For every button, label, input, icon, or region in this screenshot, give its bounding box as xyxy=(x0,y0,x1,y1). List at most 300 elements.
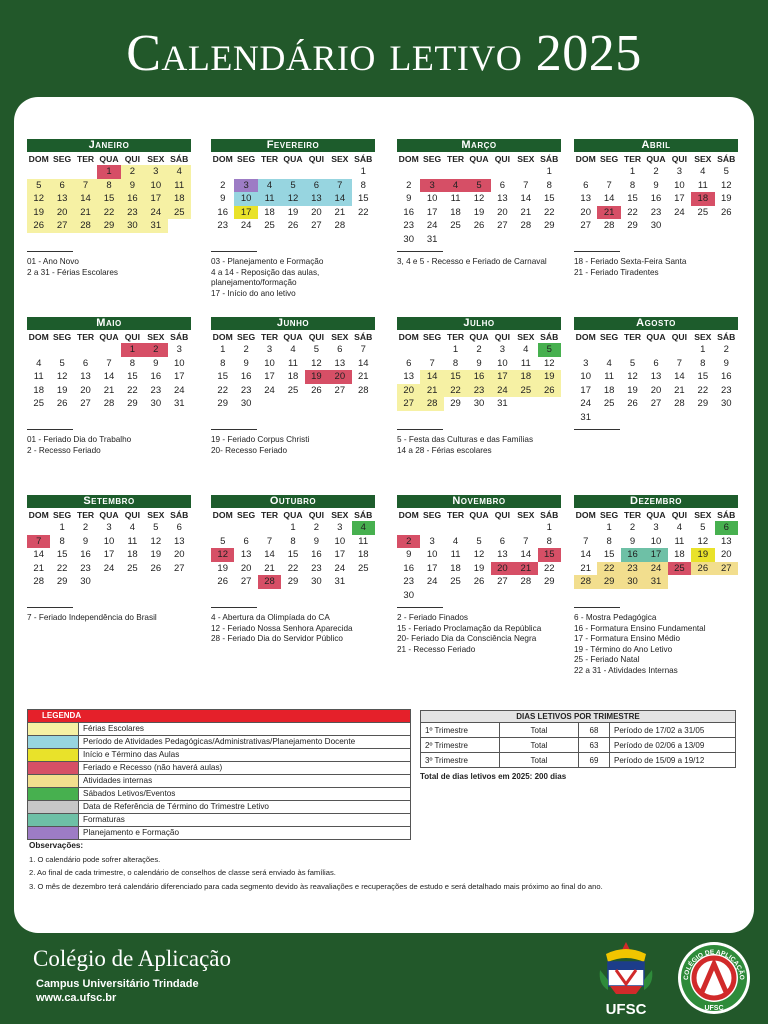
day-cell: 26 xyxy=(473,576,485,587)
day-cell: 12 xyxy=(473,549,485,560)
note-item: 21 - Recesso Feriado xyxy=(397,644,476,654)
day-cell: 31 xyxy=(173,398,185,409)
month-setembro xyxy=(27,495,191,589)
day-cell: 12 xyxy=(281,192,304,206)
day-cell: 3 xyxy=(176,344,182,355)
day-cell: 9 xyxy=(243,357,249,369)
weekday-label: QUI xyxy=(124,510,141,520)
observation-item: 1. O calendário pode sofrer alterações. xyxy=(29,854,161,864)
day-cell: 23 xyxy=(217,220,228,231)
note-item: 17 - Formatura Ensino Médio xyxy=(574,634,681,644)
day-cell: 12 xyxy=(627,371,638,382)
day-cell: 4 xyxy=(36,357,42,369)
day-cell: 30 xyxy=(80,576,91,587)
empty-cell xyxy=(514,165,537,179)
day-cell: 26 xyxy=(627,398,638,409)
day-cell: 14 xyxy=(580,549,591,560)
total-value-cell: 69 xyxy=(579,753,610,768)
day-cell: 16 xyxy=(80,549,91,560)
day-cell: 30 xyxy=(240,398,252,409)
day-cell: 2 xyxy=(243,344,249,355)
day-cell: 10 xyxy=(173,357,185,369)
day-cell: 14 xyxy=(357,357,369,369)
day-cell: 20 xyxy=(650,384,662,396)
period-cell: Período de 15/09 a 19/12 xyxy=(610,753,736,768)
day-cell: 1 xyxy=(121,343,144,357)
day-cell: 4 xyxy=(606,357,612,369)
day-cell: 8 xyxy=(360,179,366,191)
day-cell: 6 xyxy=(583,179,589,191)
day-cell: 20 xyxy=(328,370,351,384)
day-cell: 29 xyxy=(287,576,299,587)
observation-item: 2. Ao final de cada trimestre, o calendário de conselhos de classe será enviado às famílias. xyxy=(29,868,336,877)
day-cell: 3 xyxy=(144,165,167,179)
day-cell: 27 xyxy=(715,562,738,576)
legend-row xyxy=(28,813,410,826)
trimester-cell: 1º Trimestre xyxy=(421,723,500,738)
day-cell: 15 xyxy=(538,548,561,562)
weekday-row xyxy=(397,331,561,343)
day-cell: 11 xyxy=(450,549,461,560)
empty-cell xyxy=(50,165,73,179)
day-cell: 29 xyxy=(597,575,620,589)
day-cell: 15 xyxy=(627,193,638,204)
month-header: Julho xyxy=(397,317,561,330)
legend-row xyxy=(28,761,410,774)
weekday-label: SEG xyxy=(237,332,256,342)
note-item: 21 - Feriado Tiradentes xyxy=(574,267,659,277)
day-cell: 5 xyxy=(281,179,304,193)
day-cell: 1 xyxy=(59,522,65,533)
weekday-label: DOM xyxy=(212,154,233,164)
day-cell: 24 xyxy=(334,562,346,574)
day-cell: 28 xyxy=(574,575,597,589)
day-cell: 22 xyxy=(597,562,620,576)
day-cell: 11 xyxy=(33,371,44,382)
day-cell: 27 xyxy=(397,397,420,411)
day-cell: 29 xyxy=(543,576,555,587)
day-cell: 23 xyxy=(240,384,252,396)
day-cell: 3 xyxy=(106,522,112,533)
day-cell: 7 xyxy=(266,535,273,547)
weekday-label: SÁB xyxy=(170,154,189,164)
day-cell: 21 xyxy=(357,371,369,382)
day-cell: 13 xyxy=(80,371,91,382)
day-cell: 15 xyxy=(444,370,467,384)
day-cell: 18 xyxy=(357,549,369,560)
weekday-label: QUA xyxy=(646,154,666,164)
day-cell: 28 xyxy=(258,575,281,589)
day-cell: 10 xyxy=(580,371,591,382)
day-cell: 9 xyxy=(476,357,482,369)
day-cell: 3 xyxy=(583,357,589,369)
weekday-label: QUI xyxy=(124,154,141,164)
empty-cell xyxy=(27,165,50,179)
day-grid xyxy=(27,165,191,233)
day-cell: 22 xyxy=(543,206,555,218)
weekday-label: QUI xyxy=(671,332,688,342)
note-item: 12 - Feriado Nossa Senhora Aparecida xyxy=(211,623,353,633)
trimester-cell: 3º Trimestre xyxy=(421,753,500,768)
day-cell: 20 xyxy=(311,206,322,218)
month-maio xyxy=(27,317,191,411)
month-header: Junho xyxy=(211,317,375,330)
day-cell: 4 xyxy=(258,179,281,193)
ca-logo xyxy=(676,940,752,1016)
day-cell: 19 xyxy=(691,548,714,562)
ufsc-logo-text: UFSC xyxy=(605,1001,647,1018)
weekday-label: QUI xyxy=(671,510,688,520)
weekday-label: QUA xyxy=(646,332,666,342)
weekday-label: SEG xyxy=(423,510,442,520)
day-cell: 18 xyxy=(33,384,44,396)
day-cell: 15 xyxy=(97,192,120,206)
ca-logo-bottom-text: UFSC xyxy=(704,1005,724,1012)
note-item: 25 - Feriado Natal xyxy=(574,655,640,665)
day-cell: 21 xyxy=(33,562,44,574)
day-cell: 16 xyxy=(403,562,414,574)
day-cell: 6 xyxy=(499,179,506,191)
day-cell: 27 xyxy=(173,562,185,574)
day-cell: 11 xyxy=(604,371,615,382)
day-cell: 1 xyxy=(452,344,459,355)
note-item: 15 - Feriado Proclamação da República xyxy=(397,623,542,633)
weekday-label: TER xyxy=(623,154,642,164)
weekday-row xyxy=(27,331,191,343)
school-url[interactable]: www.ca.ufsc.br xyxy=(36,992,117,1004)
weekday-label: DOM xyxy=(398,510,419,520)
weekday-label: SEG xyxy=(423,154,442,164)
day-cell: 9 xyxy=(82,535,89,547)
weekday-label: QUI xyxy=(308,510,325,520)
legend-label: Data de Referência de Término do Trimestre Letivo xyxy=(83,802,269,811)
month-header: Fevereiro xyxy=(211,139,375,152)
day-cell: 11 xyxy=(288,357,298,369)
total-label-cell: Total xyxy=(500,753,579,768)
day-cell: 19 xyxy=(217,562,228,574)
weekday-label: SEG xyxy=(600,154,619,164)
day-cell: 11 xyxy=(450,193,461,204)
day-cell: 17 xyxy=(644,548,667,562)
month-notes xyxy=(27,613,197,624)
weekday-row xyxy=(211,153,375,165)
day-cell: 27 xyxy=(334,384,346,396)
day-cell: 15 xyxy=(603,549,615,560)
weekday-label: SÁB xyxy=(540,332,559,342)
weekday-label: TER xyxy=(76,332,95,342)
day-cell: 30 xyxy=(150,398,162,409)
day-cell: 31 xyxy=(580,411,591,423)
day-cell: 1 xyxy=(290,522,296,533)
day-cell: 16 xyxy=(403,206,414,218)
weekday-label: SEG xyxy=(237,510,256,520)
day-cell: 21 xyxy=(334,206,346,218)
legend-swatch xyxy=(28,723,79,735)
day-cell: 10 xyxy=(426,193,438,204)
day-cell: 7 xyxy=(74,179,97,193)
ca-logo-ring-text: COLÉGIO DE APLICAÇÃO xyxy=(682,948,746,981)
day-cell: 8 xyxy=(220,357,226,369)
day-cell: 1 xyxy=(546,166,552,177)
weekday-label: TER xyxy=(446,332,465,342)
day-cell: 7 xyxy=(360,344,366,355)
day-cell: 28 xyxy=(33,576,44,587)
day-cell: 6 xyxy=(243,535,249,547)
day-cell: 16 xyxy=(650,193,662,204)
weekday-label: SÁB xyxy=(354,332,373,342)
day-cell: 14 xyxy=(520,193,532,204)
weekday-label: QUA xyxy=(469,510,489,520)
day-cell: 25 xyxy=(514,384,537,398)
day-cell: 13 xyxy=(580,193,591,204)
day-grid xyxy=(27,343,191,411)
month-notes xyxy=(27,435,197,456)
day-cell: 26 xyxy=(473,220,485,231)
note-item: 14 a 28 - Férias escolares xyxy=(397,445,492,455)
notes-separator xyxy=(397,251,443,252)
day-cell: 25 xyxy=(603,398,615,409)
day-cell: 6 xyxy=(82,357,89,369)
day-cell: 22 xyxy=(56,562,68,574)
day-cell: 23 xyxy=(403,576,414,587)
day-cell: 15 xyxy=(127,371,138,382)
day-cell: 19 xyxy=(287,206,299,218)
month-notes xyxy=(397,613,567,655)
weekday-label: QUA xyxy=(469,332,489,342)
day-cell: 18 xyxy=(168,192,191,206)
day-cell: 16 xyxy=(311,549,322,560)
day-cell: 25 xyxy=(668,562,691,576)
day-cell: 8 xyxy=(546,535,552,547)
note-item: 19 - Término do Ano Letivo xyxy=(574,644,673,654)
weekday-label: QUA xyxy=(469,154,489,164)
day-cell: 5 xyxy=(153,522,159,533)
day-cell: 27 xyxy=(650,398,662,409)
legend-swatch xyxy=(28,801,79,813)
day-cell: 28 xyxy=(420,397,443,411)
day-cell: 27 xyxy=(497,220,508,231)
total-label-cell: Total xyxy=(500,738,579,753)
day-cell: 26 xyxy=(287,220,299,231)
notes-separator xyxy=(27,429,73,430)
legend-swatch xyxy=(28,814,79,826)
day-cell: 24 xyxy=(173,384,185,396)
day-cell: 17 xyxy=(234,206,257,220)
day-cell: 17 xyxy=(491,370,514,384)
weekday-label: DOM xyxy=(212,510,233,520)
weekday-row xyxy=(211,331,375,343)
day-cell: 21 xyxy=(580,562,591,574)
day-cell: 28 xyxy=(74,219,97,233)
legend-swatch xyxy=(28,762,79,774)
day-cell: 24 xyxy=(580,398,591,409)
day-cell: 9 xyxy=(121,179,144,193)
weekday-label: TER xyxy=(623,510,642,520)
day-cell: 6 xyxy=(653,357,659,369)
note-item: 18 - Feriado Sexta-Feira Santa xyxy=(574,257,687,266)
empty-cell xyxy=(644,343,667,357)
day-cell: 13 xyxy=(305,192,328,206)
day-cell: 5 xyxy=(476,535,482,547)
day-cell: 7 xyxy=(606,179,612,191)
ufsc-logo xyxy=(596,940,656,1018)
day-cell: 2 xyxy=(629,522,636,533)
day-cell: 20 xyxy=(80,384,91,396)
weekday-label: SÁB xyxy=(170,510,189,520)
weekday-row xyxy=(27,509,191,521)
empty-cell xyxy=(420,165,443,179)
notes-separator xyxy=(211,429,257,430)
weekday-label: SÁB xyxy=(717,154,736,164)
day-cell: 6 xyxy=(715,521,738,535)
day-cell: 7 xyxy=(523,179,529,191)
day-cell: 21 xyxy=(103,384,115,396)
day-cell: 17 xyxy=(144,192,167,206)
day-cell: 8 xyxy=(606,535,612,547)
notes-separator xyxy=(574,607,620,608)
empty-cell xyxy=(234,165,257,179)
day-cell: 5 xyxy=(220,535,226,547)
day-cell: 14 xyxy=(420,370,443,384)
weekday-label: QUA xyxy=(283,154,303,164)
table-row xyxy=(421,738,736,753)
empty-cell xyxy=(305,165,328,179)
day-cell: 7 xyxy=(328,179,351,193)
weekday-label: SEG xyxy=(53,154,72,164)
day-cell: 1 xyxy=(220,344,226,355)
day-cell: 10 xyxy=(334,535,346,547)
empty-cell xyxy=(420,521,443,535)
weekday-label: SEX xyxy=(694,510,712,520)
day-cell: 8 xyxy=(629,179,636,191)
day-cell: 16 xyxy=(217,206,228,218)
day-cell: 10 xyxy=(674,179,685,191)
day-cell: 7 xyxy=(27,535,50,549)
day-cell: 17 xyxy=(580,384,591,396)
notes-separator xyxy=(574,429,620,430)
weekday-label: TER xyxy=(260,154,279,164)
day-cell: 17 xyxy=(674,193,685,204)
notes-separator xyxy=(211,251,257,252)
day-cell: 23 xyxy=(121,206,144,220)
day-cell: 25 xyxy=(168,206,191,220)
empty-cell xyxy=(597,165,620,179)
note-item: 5 - Festa das Culturas e das Famílias xyxy=(397,435,534,444)
day-cell: 3 xyxy=(429,535,435,547)
month-header: Novembro xyxy=(397,495,561,508)
day-cell: 18 xyxy=(127,549,138,560)
empty-cell xyxy=(27,343,50,357)
empty-cell xyxy=(74,343,97,357)
day-cell: 30 xyxy=(121,219,144,233)
note-item: 01 - Feriado Dia do Trabalho xyxy=(27,435,132,444)
weekday-row xyxy=(211,509,375,521)
day-cell: 30 xyxy=(720,398,732,409)
legend-swatch xyxy=(28,775,79,787)
day-cell: 14 xyxy=(33,549,44,560)
empty-cell xyxy=(74,165,97,179)
note-item: 3, 4 e 5 - Recesso e Feriado de Carnaval xyxy=(397,257,547,266)
total-value-cell: 68 xyxy=(579,723,610,738)
day-cell: 16 xyxy=(621,548,644,562)
day-cell: 5 xyxy=(313,344,320,355)
weekday-label: TER xyxy=(76,154,95,164)
month-março xyxy=(397,139,561,246)
day-cell: 20 xyxy=(580,206,591,218)
day-cell: 1 xyxy=(97,165,120,179)
day-cell: 27 xyxy=(311,220,322,231)
day-cell: 10 xyxy=(650,535,662,547)
legend xyxy=(27,709,411,840)
weekday-row xyxy=(397,509,561,521)
note-item: 03 - Planejamento e Formação xyxy=(211,257,324,266)
day-grid xyxy=(397,165,561,246)
day-grid xyxy=(211,343,375,411)
month-janeiro xyxy=(27,139,191,233)
day-cell: 12 xyxy=(27,192,50,206)
day-cell: 24 xyxy=(426,576,438,587)
day-cell: 24 xyxy=(491,384,514,398)
day-cell: 7 xyxy=(106,357,112,369)
empty-cell xyxy=(467,521,490,535)
day-cell: 19 xyxy=(720,193,732,204)
month-agosto xyxy=(574,317,738,424)
day-cell: 24 xyxy=(264,384,275,396)
day-cell: 20 xyxy=(173,549,185,560)
month-fevereiro xyxy=(211,139,375,233)
day-cell: 17 xyxy=(173,371,185,382)
weekday-label: DOM xyxy=(575,154,596,164)
day-cell: 7 xyxy=(429,357,435,369)
day-cell: 22 xyxy=(444,384,467,398)
month-notes xyxy=(574,613,744,677)
day-cell: 24 xyxy=(144,206,167,220)
day-cell: 19 xyxy=(27,206,50,220)
weekday-label: DOM xyxy=(28,154,49,164)
month-notes xyxy=(211,435,381,456)
day-cell: 28 xyxy=(603,220,615,231)
day-cell: 16 xyxy=(121,192,144,206)
day-cell: 15 xyxy=(357,193,369,204)
day-cell: 23 xyxy=(650,206,662,218)
weekday-label: QUA xyxy=(99,154,119,164)
month-junho xyxy=(211,317,375,411)
notes-separator xyxy=(574,251,620,252)
empty-cell xyxy=(514,521,537,535)
weekday-label: QUI xyxy=(308,154,325,164)
empty-cell xyxy=(444,165,467,179)
empty-cell xyxy=(281,165,304,179)
day-grid xyxy=(211,165,375,233)
day-cell: 19 xyxy=(305,370,328,384)
empty-cell xyxy=(50,343,73,357)
empty-cell xyxy=(621,343,644,357)
day-cell: 4 xyxy=(129,522,136,533)
day-cell: 4 xyxy=(676,522,683,533)
empty-cell xyxy=(258,165,281,179)
day-cell: 19 xyxy=(627,384,638,396)
day-cell: 17 xyxy=(334,549,346,560)
day-cell: 8 xyxy=(290,535,296,547)
empty-cell xyxy=(574,165,597,179)
day-cell: 2 xyxy=(220,179,226,191)
table-row xyxy=(421,753,736,768)
day-cell: 26 xyxy=(56,398,68,409)
day-cell: 29 xyxy=(127,398,138,409)
day-cell: 20 xyxy=(397,384,420,398)
day-cell: 14 xyxy=(674,371,685,382)
legend-label: Formaturas xyxy=(83,815,125,824)
